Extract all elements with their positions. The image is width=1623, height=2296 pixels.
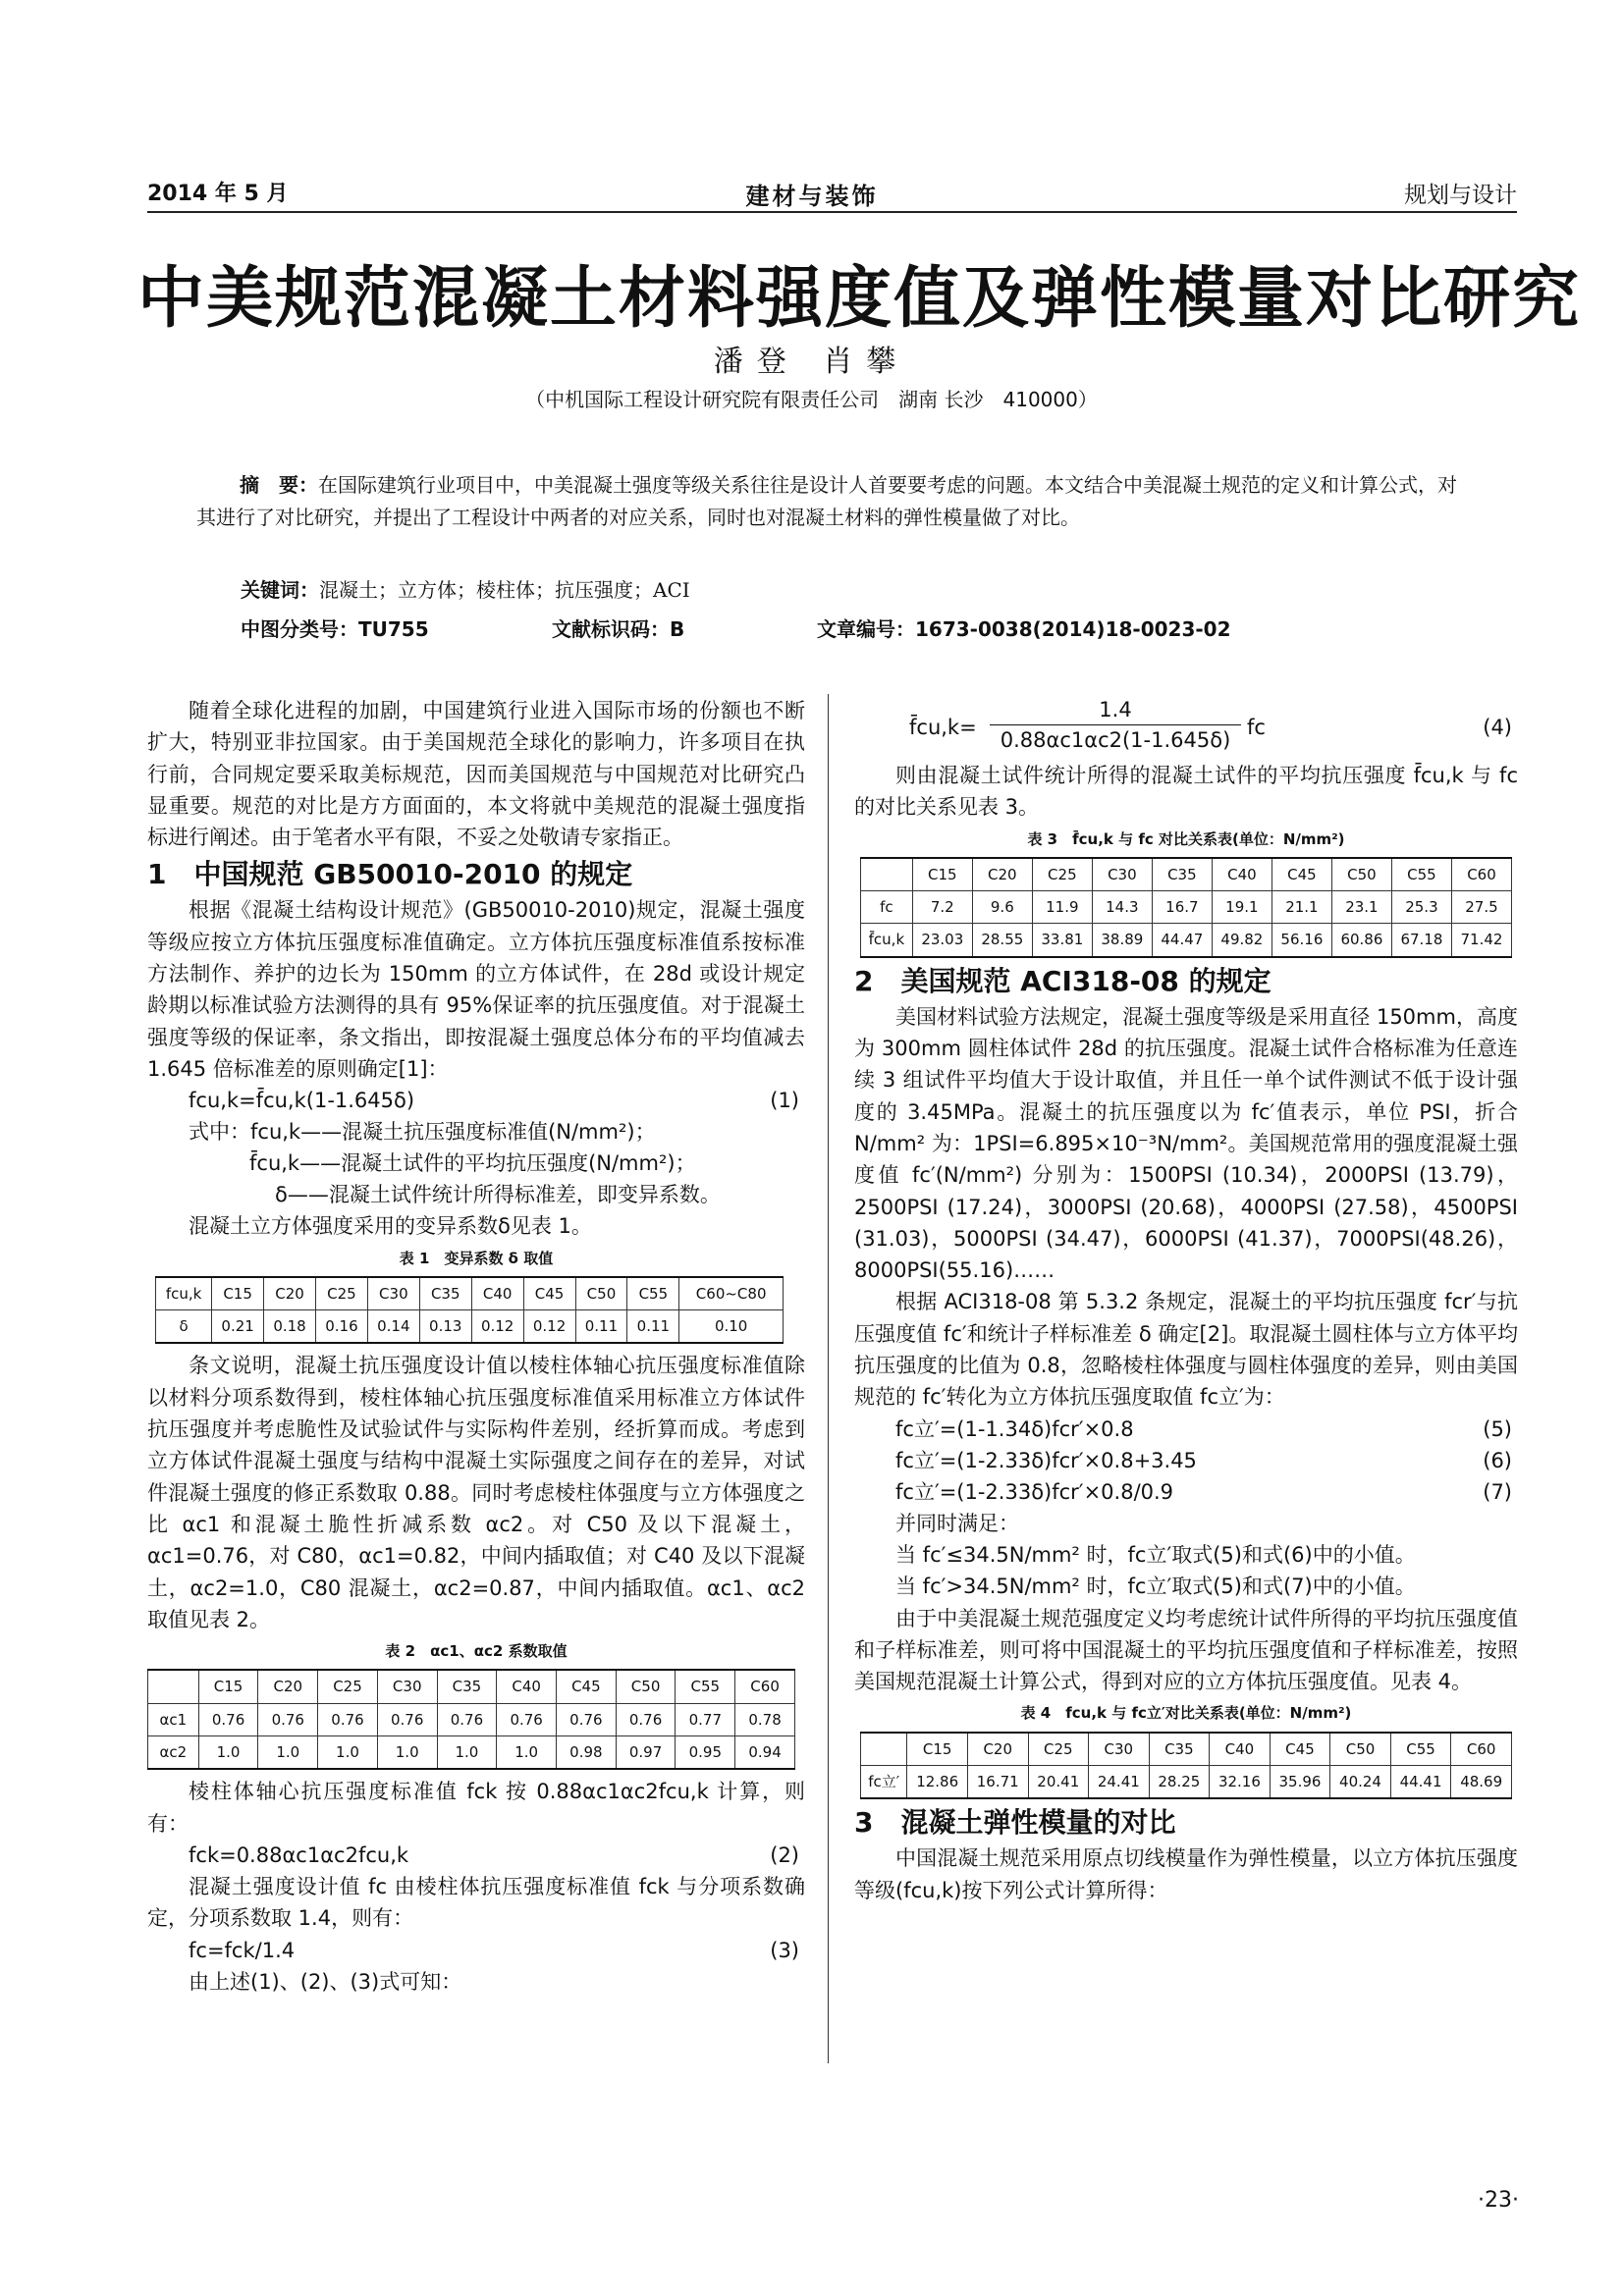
paper-authors: 潘登 肖攀 [713,345,910,379]
table-cell: 1.0 [497,1736,557,1770]
equation-6-number: (6) [1483,1448,1512,1472]
column-divider [828,694,829,2063]
table-cell: fc立′ [861,1766,907,1799]
table-header-cell: C20 [972,858,1032,891]
table-cell: 38.89 [1092,924,1152,957]
table-header-cell: C30 [1089,1733,1150,1766]
table-header-cell: C60~C80 [679,1277,784,1310]
table-cell: 0.14 [367,1310,419,1344]
page-number: ·23· [1478,2188,1519,2213]
equation-2-number: (2) [770,1842,799,1867]
table-header-cell: C20 [264,1277,316,1310]
table-row [148,1736,795,1770]
table-header-cell: C30 [1092,858,1152,891]
table-cell: 0.94 [735,1736,795,1770]
equation-4-numerator: 1.4 [990,695,1241,725]
equation-1-number: (1) [770,1089,799,1113]
table-header-cell: C35 [1149,1733,1210,1766]
table-header-cell: C45 [557,1670,617,1703]
table-header-cell: C15 [912,858,972,891]
table-cell: αc1 [148,1703,199,1735]
table-header-cell: C35 [1152,858,1212,891]
table-header-cell: C20 [967,1733,1028,1766]
table-row [156,1310,784,1344]
keywords [241,574,690,603]
table-header-cell: C55 [676,1670,735,1703]
table-header-cell: C55 [1391,858,1451,891]
table-row [861,924,1512,957]
equation-5-row [854,1414,1518,1445]
table-cell: 60.86 [1331,924,1391,957]
table-2-caption: 表 2 αc1、αc2 系数取值 [385,1642,568,1661]
equation-4-row [854,695,1518,760]
intro-paragraph: 随着全球化进程的加剧，中国建筑行业进入国际市场的份额也不断扩大，特别亚非拉国家。由于美国规范全球化的影响力，许多项目在执行前，合同规定要采取美标规范，因而美国规范与中国规范对比研究凸显重要。规范的对比是方方面面的，本文将就中美规范的混凝土强度指标进行阐述。由于笔者水平有限，不妥之处敬请专家指正。 [147,699,805,850]
table-cell: 40.24 [1330,1766,1391,1799]
table-cell: 21.1 [1271,891,1331,924]
table-header-row [156,1277,784,1310]
right-paragraph-1: 则由混凝土试件统计所得的混凝土试件的平均抗压强度 f̄cu,k 与 fc 的对比关系见表 3。 [854,764,1518,820]
table-cell: 0.76 [557,1703,617,1735]
table-cell: 0.13 [419,1310,471,1344]
table-cell: 0.98 [557,1736,617,1770]
table-header-row [861,1733,1512,1766]
where-line-3: δ——混凝土试件统计所得标准差，即变异系数。 [275,1183,721,1207]
table-header-cell: C35 [419,1277,471,1310]
sec2-paragraph-2: 根据 ACI318-08 第 5.3.2 条规定，混凝土的平均抗压强度 fcr′与抗压强度值 fc′和统计子样标准差 δ 确定[2]。取混凝土圆柱体与立方体平均抗压强度的比值为 0.8，忽略棱柱体强度与圆柱体强度的差异，则由美国规范的 fc′转化为立方体抗压强度取值 fc立′为： [854,1290,1518,1410]
table-cell: 25.3 [1391,891,1451,924]
equation-1: fcu,k=f̄cu,k(1-1.645δ) [189,1089,415,1113]
table-cell: 1.0 [318,1736,378,1770]
table-cell: αc2 [148,1736,199,1770]
table-cell: fc [861,891,913,924]
table-3 [860,857,1512,958]
table-cell: 9.6 [972,891,1032,924]
table-1 [155,1276,784,1345]
table-header-cell: C55 [627,1277,679,1310]
table-cell: 0.12 [471,1310,523,1344]
table-cell: 1.0 [377,1736,437,1770]
table-cell: 0.76 [616,1703,676,1735]
classification-doc-code: 文献标识码：B [552,617,685,641]
sec2-paragraph-5: 当 fc′>34.5N/mm² 时，fc立′取式(5)和式(7)中的小值。 [895,1575,1416,1599]
section-2-heading: 2 美国规范 ACI318-08 的规定 [854,964,1271,997]
table-row [861,1766,1512,1799]
equation-7: fc立′=(1-2.33δ)fcr′×0.8/0.9 [895,1479,1174,1504]
equation-2-row [147,1840,805,1871]
table-header-row [148,1670,795,1703]
table-header-row [861,858,1512,891]
abstract-label: 摘 要： [240,473,318,497]
header-journal: 建材与装饰 [745,182,879,210]
where-line-2: f̄cu,k——混凝土试件的平均抗压强度(N/mm²)； [249,1151,696,1176]
equation-2: fck=0.88αc1αc2fcu,k [189,1842,409,1867]
table-cell: 0.76 [258,1703,318,1735]
table-header-cell: C40 [1212,858,1271,891]
table-header-cell: C50 [575,1277,627,1310]
table-cell: 0.16 [315,1310,367,1344]
sec1-paragraph-2: 混凝土立方体强度采用的变异系数δ见表 1。 [189,1214,592,1239]
table-header-cell: C50 [1330,1733,1391,1766]
keywords-text: 混凝土；立方体；棱柱体；抗压强度；ACI [319,578,690,602]
table-cell: 27.5 [1451,891,1511,924]
table-cell: 1.0 [437,1736,497,1770]
table-header-cell: C25 [315,1277,367,1310]
table-cell: 0.11 [575,1310,627,1344]
table-header-cell: C25 [318,1670,378,1703]
equation-3: fc=fck/1.4 [189,1938,296,1962]
sec1-paragraph-6: 由上述(1)、(2)、(3)式可知： [189,1969,462,1994]
equation-3-number: (3) [770,1938,799,1962]
classification-article-no: 文章编号：1673-0038(2014)18-0023-02 [817,617,1231,641]
header-date: 2014 年 5 月 [147,182,289,206]
equation-7-row [854,1476,1518,1508]
table-cell: 48.69 [1451,1766,1512,1799]
table-header-cell [861,858,913,891]
header-rule [147,211,1517,213]
table-cell: 56.16 [1271,924,1331,957]
table-cell: 0.18 [264,1310,316,1344]
section-3-heading: 3 混凝土弹性模量的对比 [854,1806,1176,1840]
classification-clc: 中图分类号：TU755 [241,617,429,641]
table-cell: 0.76 [437,1703,497,1735]
table-cell: 0.78 [735,1703,795,1735]
sec2-paragraph-1: 美国材料试验方法规定，混凝土强度等级是采用直径 150mm，高度为 300mm 圆柱体试件 28d 的抗压强度。混凝土试件合格标准为任意连续 3 组试件平均值大于设计取值，并且任一单个试件测试不低于设计强度的 3.45MPa。混凝土的抗压强度以为 fc′值表示，单位 PSI，折合 N/mm² 为：1PSI=6.895×10⁻³N/mm²。美国规范常用的强度混凝土强度值 fc′(N/mm²) 分别为：1500PSI (10.34)，2000PSI (13.79)，2500PSI (17.24)，3000PSI (20.68)，4000PSI (27.58)，4500PSI (31.03)，5000PSI (34.47)，6000PSI (41.37)，7000PSI(48.26)，8000PSI(55.16)…… [854,1004,1518,1283]
table-cell: 0.10 [679,1310,784,1344]
sec1-paragraph-4: 棱柱体轴心抗压强度标准值 fck 按 0.88αc1αc2fcu,k 计算，则有： [147,1780,805,1836]
table-header-cell: C15 [212,1277,264,1310]
equation-5: fc立′=(1-1.34δ)fcr′×0.8 [895,1416,1134,1441]
abstract [196,469,1463,534]
table-header-cell: C45 [1271,858,1331,891]
right-column [854,695,1518,1906]
table-header-cell: C55 [1390,1733,1451,1766]
table-cell: 0.77 [676,1703,735,1735]
table-cell: 1.0 [198,1736,258,1770]
table-cell: 49.82 [1212,924,1271,957]
table-cell: 0.76 [318,1703,378,1735]
table-cell: 33.81 [1032,924,1092,957]
table-header-cell: C40 [1210,1733,1271,1766]
table-header-cell: C60 [1451,1733,1512,1766]
table-header-cell: C25 [1032,858,1092,891]
table-cell: f̄cu,k [861,924,913,957]
table-cell: 16.71 [967,1766,1028,1799]
table-cell: 67.18 [1391,924,1451,957]
equation-5-number: (5) [1483,1416,1512,1441]
table-cell: 0.97 [616,1736,676,1770]
table-cell: 23.1 [1331,891,1391,924]
table-cell: 7.2 [912,891,972,924]
table-cell: 44.41 [1390,1766,1451,1799]
sec1-paragraph-1: 根据《混凝土结构设计规范》(GB50010-2010)规定，混凝土强度等级应按立方体抗压强度标准值确定。立方体抗压强度标准值系按标准方法制作、养护的边长为 150mm 的立方体试件，在 28d 或设计规定龄期以标准试验方法测得的具有 95%保证率的抗压强度值。对于混凝土强度等级的保证率，条文指出，即按混凝土强度总体分布的平均值减去 1.645 倍标准差的原则确定[1]： [147,898,805,1081]
table-cell: 16.7 [1152,891,1212,924]
equation-3-row [147,1935,805,1966]
equation-4-denominator: 0.88αc1αc2(1-1.645δ) [1000,728,1231,752]
table-cell: 0.95 [676,1736,735,1770]
equation-4-fraction [990,695,1241,755]
paper-title: 中美规范混凝土材料强度值及弹性模量对比研究 [137,259,1582,338]
table-cell: 0.76 [198,1703,258,1735]
table-header-cell: C20 [258,1670,318,1703]
table-header-cell: C30 [367,1277,419,1310]
table-cell: 12.86 [907,1766,968,1799]
header-section: 规划与设计 [1404,183,1517,208]
table-header-cell: C60 [1451,858,1511,891]
table-cell: 35.96 [1270,1766,1330,1799]
table-header-cell: C15 [907,1733,968,1766]
paper-affiliation: （中机国际工程设计研究院有限责任公司 湖南 长沙 410000） [525,388,1098,411]
table-2 [147,1669,795,1770]
table-header-cell: C40 [497,1670,557,1703]
equation-6-row [854,1445,1518,1476]
equation-4-lhs: f̄cu,k= [909,716,977,739]
table-cell: δ [156,1310,212,1344]
table-header-cell: C35 [437,1670,497,1703]
table-cell: 0.12 [523,1310,575,1344]
keywords-label: 关键词： [241,578,319,602]
table-4-caption: 表 4 fcu,k 与 fc立′对比关系表(单位：N/mm²) [1020,1704,1352,1723]
table-cell: 0.21 [212,1310,264,1344]
table-header-cell [861,1733,907,1766]
sec2-paragraph-6: 由于中美混凝土规范强度定义均考虑统计试件所得的平均抗压强度值和子样标准差，则可将中国混凝土的平均抗压强度值和子样标准差，按照美国规范混凝土计算公式，得到对应的立方体抗压强度值。见表 4。 [854,1606,1518,1694]
table-header-cell: C40 [471,1277,523,1310]
sec1-paragraph-5: 混凝土强度设计值 fc 由棱柱体抗压强度标准值 fck 与分项系数确定，分项系数取 1.4，则有： [147,1874,805,1931]
equation-4-number: (4) [1483,716,1512,739]
table-header-cell: C25 [1028,1733,1089,1766]
table-header-cell: C60 [735,1670,795,1703]
table-header-cell [148,1670,199,1703]
table-row [148,1703,795,1735]
table-cell: 1.0 [258,1736,318,1770]
sec1-paragraph-3: 条文说明，混凝土抗压强度设计值以棱柱体轴心抗压强度标准值除以材料分项系数得到，棱柱体轴心抗压强度标准值采用标准立方体试件抗压强度并考虑脆性及试验试件与实际构件差别，经折算而成。考虑到立方体试件混凝土强度与结构中混凝土实际强度之间存在的差异，对试件混凝土强度的修正系数取 0.88。同时考虑棱柱体强度与立方体强度之比 αc1 和混凝土脆性折减系数 αc2。对 C50 及以下混凝土，αc1=0.76，对 C80，αc1=0.82，中间内插取值；对 C40 及以下混凝土，αc2=1.0，C80 混凝土，αc2=0.87，中间内插取值。αc1、αc2 取值见表 2。 [147,1354,805,1631]
table-cell: 71.42 [1451,924,1511,957]
equation-6: fc立′=(1-2.33δ)fcr′×0.8+3.45 [895,1448,1197,1472]
table-cell: 23.03 [912,924,972,957]
table-cell: 28.25 [1149,1766,1210,1799]
table-1-caption: 表 1 变异系数 δ 取值 [399,1249,554,1267]
equation-4-rhs: fc [1247,716,1266,739]
table-header-cell: C50 [616,1670,676,1703]
left-column [147,695,805,1998]
table-cell: 19.1 [1212,891,1271,924]
table-cell: 11.9 [1032,891,1092,924]
equation-7-number: (7) [1483,1479,1512,1504]
table-cell: 44.47 [1152,924,1212,957]
table-header-cell: C45 [523,1277,575,1310]
abstract-text: 在国际建筑行业项目中，中美混凝土强度等级关系往往是设计人首要要考虑的问题。本文结合中美混凝土规范的定义和计算公式，对其进行了对比研究，并提出了工程设计中两者的对应关系，同时也对混凝土材料的弹性模量做了对比。 [196,473,1457,529]
table-cell: 20.41 [1028,1766,1089,1799]
sec2-paragraph-3: 并同时满足： [895,1511,1019,1535]
table-header-cell: fcu,k [156,1277,212,1310]
table-cell: 24.41 [1089,1766,1150,1799]
table-3-caption: 表 3 f̄cu,k 与 fc 对比关系表(单位：N/mm²) [1027,829,1345,848]
sec3-paragraph-1: 中国混凝土规范采用原点切线模量作为弹性模量，以立方体抗压强度等级(fcu,k)按下列公式计算所得： [854,1846,1518,1902]
table-cell: 0.76 [497,1703,557,1735]
table-header-cell: C30 [377,1670,437,1703]
table-cell: 0.76 [377,1703,437,1735]
sec2-paragraph-4: 当 fc′≤34.5N/mm² 时，fc立′取式(5)和式(6)中的小值。 [895,1542,1416,1567]
equation-1-row [147,1085,805,1116]
where-line-1: 式中：fcu,k——混凝土抗压强度标准值(N/mm²)； [189,1120,656,1145]
table-header-cell: C45 [1270,1733,1330,1766]
table-header-cell: C15 [198,1670,258,1703]
table-cell: 14.3 [1092,891,1152,924]
table-cell: 28.55 [972,924,1032,957]
section-1-heading: 1 中国规范 GB50010-2010 的规定 [147,858,633,891]
table-4 [860,1732,1512,1800]
table-cell: 0.11 [627,1310,679,1344]
table-cell: 32.16 [1210,1766,1271,1799]
table-row [861,891,1512,924]
table-header-cell: C50 [1331,858,1391,891]
